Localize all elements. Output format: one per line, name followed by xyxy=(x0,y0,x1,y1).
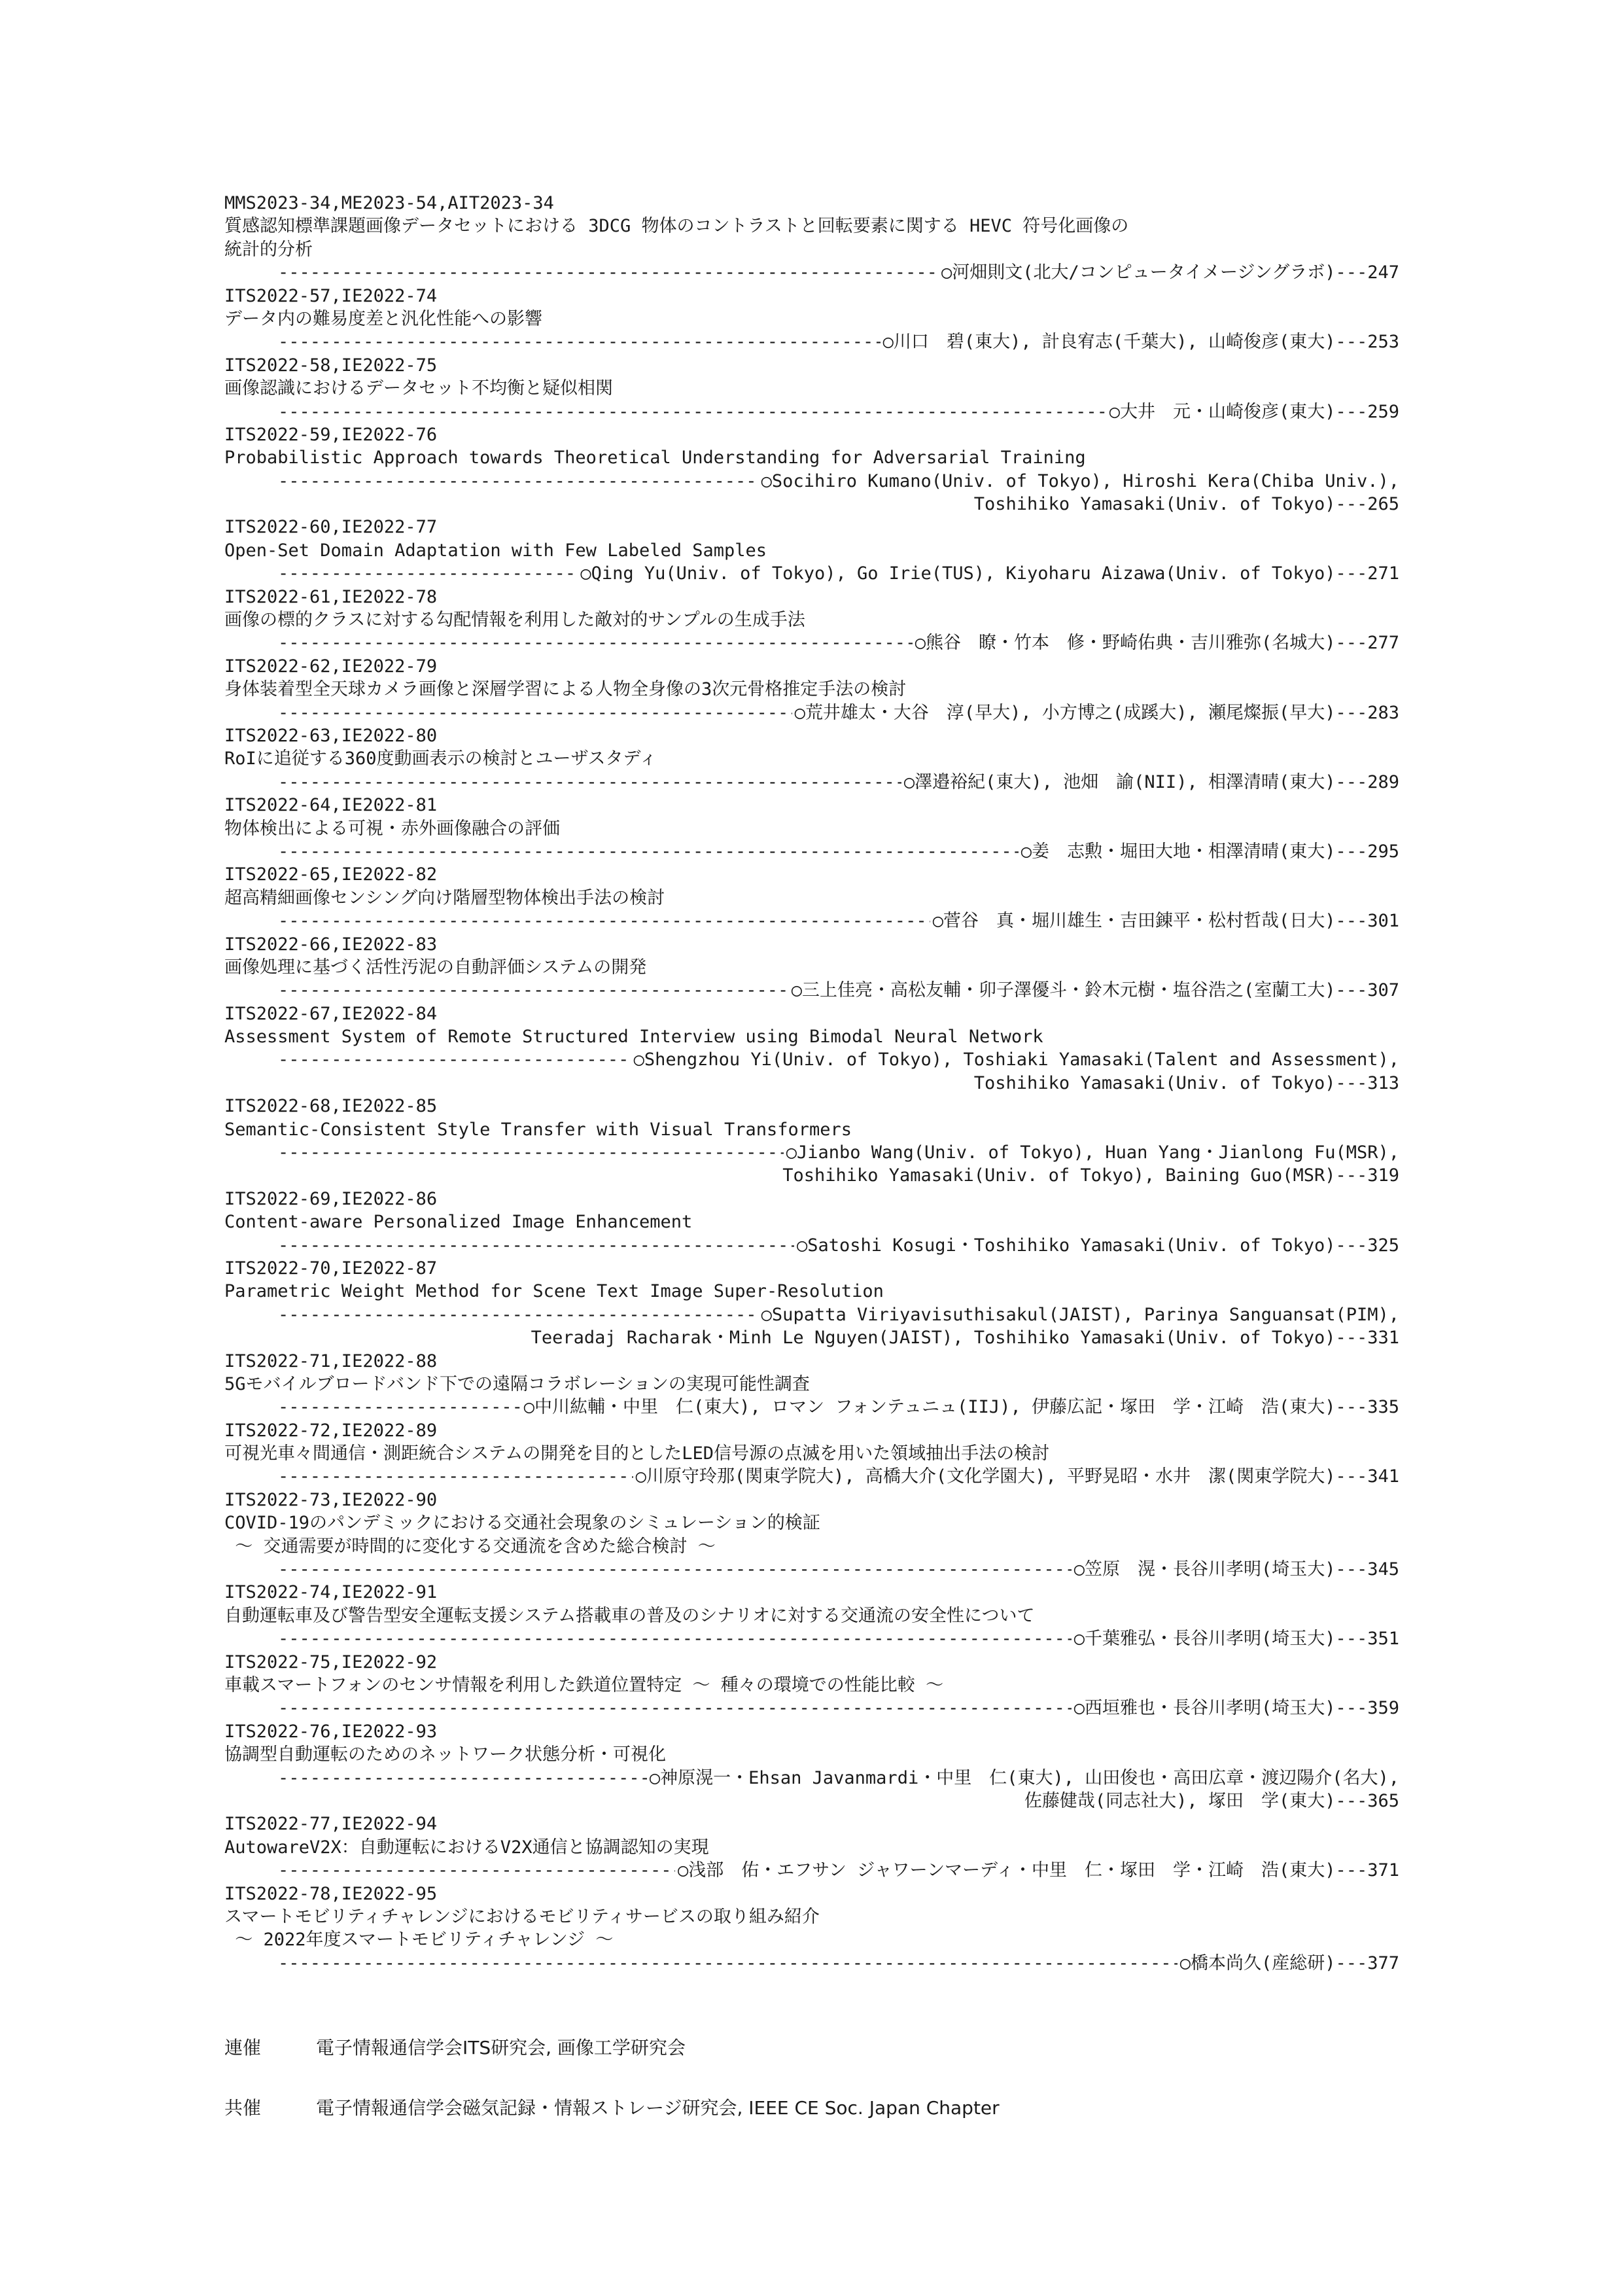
paper-title: Parametric Weight Method for Scene Text Image Super-Resolution xyxy=(224,1281,884,1302)
dash-leader xyxy=(278,1952,1178,1975)
paper-code: ITS2022-70,IE2022-87 xyxy=(224,1258,438,1279)
toc-entry xyxy=(224,1812,1399,1882)
toc-entry xyxy=(224,724,1399,794)
dash-leader xyxy=(278,1558,1072,1581)
authors-and-page: ○姜 志勲・堀田大地・相澤清晴(東大)---295 xyxy=(1021,841,1399,862)
paper-code: ITS2022-62,IE2022-79 xyxy=(224,656,438,677)
authors-and-page: ○中川紘輔・中里 仁(東大), ロマン フォンテュニュ(IIJ), 伊藤広記・塚田 学・江崎 浩(東大)---335 xyxy=(523,1397,1399,1418)
paper-title: AutowareV2X：自動運転におけるV2X通信と協調認知の実現 xyxy=(224,1837,709,1858)
dash-leader xyxy=(278,979,789,1002)
authors-and-page: ○河畑則文(北大/コンピュータイメージングラボ)---247 xyxy=(941,262,1399,283)
dash-leader xyxy=(278,631,913,654)
toc-entry xyxy=(224,1581,1399,1650)
authors-and-page: ○澤邉裕紀(東大), 池畑 諭(NII), 相澤清晴(東大)---289 xyxy=(903,771,1399,792)
paper-title: 車載スマートフォンのセンサ情報を利用した鉄道位置特定 ～ 種々の環境での性能比較 ～ xyxy=(224,1675,944,1695)
paper-title: データ内の難易度差と汎化性能への影響 xyxy=(224,308,542,329)
author-line xyxy=(224,1952,1399,1975)
toc-entry xyxy=(224,1882,1399,1975)
authors-and-page: ○大井 元・山崎俊彦(東大)---259 xyxy=(1109,401,1399,422)
toc-entry xyxy=(224,933,1399,1002)
co-sponsored-label: 共催 xyxy=(224,2097,262,2119)
toc-entry xyxy=(224,423,1399,516)
dash-leader xyxy=(278,1627,1072,1650)
authors-and-page: ○Qing Yu(Univ. of Tokyo), Go Irie(TUS), Kiyoharu Aizawa(Univ. of Tokyo)---271 xyxy=(580,563,1399,584)
paper-title: 画像処理に基づく活性汚泥の自動評価システムの開発 xyxy=(224,957,647,978)
author-line xyxy=(224,330,1399,353)
toc-entry xyxy=(224,1188,1399,1257)
paper-title: 質感認知標準課題画像データセットにおける 3DCG 物体のコントラストと回転要素に関する HEVC 符号化画像の xyxy=(224,216,1129,237)
paper-title: ～ 交通需要が時間的に変化する交通流を含めた総合検討 ～ xyxy=(224,1536,716,1557)
table-of-contents xyxy=(224,192,1399,1975)
toc-entry xyxy=(224,1651,1399,1720)
dash-leader xyxy=(278,330,881,353)
authors-and-page: ○西垣雅也・長谷川孝明(埼玉大)---359 xyxy=(1073,1698,1399,1719)
toc-entry xyxy=(224,1257,1399,1350)
authors-and-page: ○三上佳亮・高松友輔・卯子澤優斗・鈴木元樹・塩谷浩之(室蘭工大)---307 xyxy=(791,980,1399,1001)
paper-code: ITS2022-76,IE2022-93 xyxy=(224,1721,438,1742)
authors-and-page: ○菅谷 真・堀川雄生・吉田錬平・松村哲哉(日大)---301 xyxy=(932,911,1399,932)
dash-leader xyxy=(278,771,901,794)
author-line xyxy=(224,562,1399,585)
authors-and-page: ○笠原 滉・長谷川孝明(埼玉大)---345 xyxy=(1073,1559,1399,1580)
paper-code: ITS2022-75,IE2022-92 xyxy=(224,1651,438,1672)
authors-continuation: Teeradaj Racharak・Minh Le Nguyen(JAIST), Toshihiko Yamasaki(Univ. of Tokyo)---331 xyxy=(531,1328,1399,1349)
author-line xyxy=(224,1697,1399,1720)
co-sponsored-text: 電子情報通信学会磁気記録・情報ストレージ研究会, IEEE CE Soc. Japan Chapter xyxy=(316,2097,1000,2119)
paper-code: MMS2023-34,ME2023-54,AIT2023-34 xyxy=(224,193,554,213)
authors-and-page: ○浅部 佑・エフサン ジャワーンマーディ・中里 仁・塚田 学・江崎 浩(東大)---371 xyxy=(678,1860,1399,1881)
toc-entry xyxy=(224,1095,1399,1188)
dash-leader xyxy=(278,701,792,724)
paper-title: 超高精細画像センシング向け階層型物体検出手法の検討 xyxy=(224,887,665,908)
author-line xyxy=(224,979,1399,1002)
paper-code: ITS2022-66,IE2022-83 xyxy=(224,934,438,955)
toc-entry xyxy=(224,354,1399,423)
co-hosted-row xyxy=(224,2035,1399,2061)
paper-code: ITS2022-59,IE2022-76 xyxy=(224,424,438,445)
paper-code: ITS2022-57,IE2022-74 xyxy=(224,285,438,306)
toc-entry xyxy=(224,655,1399,724)
toc-entry xyxy=(224,794,1399,863)
paper-code: ITS2022-72,IE2022-89 xyxy=(224,1420,438,1441)
author-line xyxy=(224,1303,1399,1326)
toc-entry xyxy=(224,863,1399,932)
dash-leader xyxy=(278,470,759,493)
authors-continuation: 佐藤健哉(同志社大), 塚田 学(東大)---365 xyxy=(1024,1790,1399,1811)
paper-code: ITS2022-68,IE2022-85 xyxy=(224,1096,438,1117)
dash-leader xyxy=(278,562,578,585)
dash-leader xyxy=(278,1697,1072,1720)
authors-and-page: ○Satoshi Kosugi・Toshihiko Yamasaki(Univ. of Tokyo)---325 xyxy=(796,1235,1399,1256)
toc-entry xyxy=(224,1720,1399,1813)
paper-title: Semantic-Consistent Style Transfer with Visual Transformers xyxy=(224,1119,852,1140)
paper-title: 物体検出による可視・赤外画像融合の評価 xyxy=(224,818,560,839)
dash-leader xyxy=(278,1234,794,1257)
authors-and-page: ○千葉雅弘・長谷川孝明(埼玉大)---351 xyxy=(1073,1629,1399,1650)
paper-code: ITS2022-64,IE2022-81 xyxy=(224,795,438,816)
co-hosted-text: 電子情報通信学会ITS研究会, 画像工学研究会 xyxy=(316,2037,686,2058)
toc-entry xyxy=(224,285,1399,354)
authors-and-page: ○熊谷 瞭・竹本 修・野崎佑典・吉川雅弥(名城大)---277 xyxy=(915,633,1399,654)
dash-leader xyxy=(278,1767,647,1790)
dash-leader xyxy=(278,1396,521,1419)
paper-title: スマートモビリティチャレンジにおけるモビリティサービスの取り組み紹介 xyxy=(224,1906,820,1927)
authors-continuation: Toshihiko Yamasaki(Univ. of Tokyo)---265 xyxy=(973,494,1399,515)
paper-title: 身体装着型全天球カメラ画像と深層学習による人物全身像の3次元骨格推定手法の検討 xyxy=(224,679,907,700)
author-line xyxy=(224,1234,1399,1257)
authors-and-page: ○神原滉一・Ehsan Javanmardi・中里 仁(東大), 山田俊也・高田広章・渡辺陽介(名大), xyxy=(649,1767,1399,1788)
toc-entry xyxy=(224,1489,1399,1581)
paper-title: Assessment System of Remote Structured Interview using Bimodal Neural Network xyxy=(224,1027,1043,1048)
paper-code: ITS2022-61,IE2022-78 xyxy=(224,586,438,607)
toc-entry xyxy=(224,586,1399,655)
authors-and-page: ○Jianbo Wang(Univ. of Tokyo), Huan Yang・Jianlong Fu(MSR), xyxy=(786,1142,1399,1163)
dash-leader xyxy=(278,1048,631,1071)
paper-code: ITS2022-65,IE2022-82 xyxy=(224,864,438,885)
paper-code: ITS2022-58,IE2022-75 xyxy=(224,355,438,376)
author-line xyxy=(224,1558,1399,1581)
dash-leader xyxy=(278,400,1107,423)
paper-code: ITS2022-74,IE2022-91 xyxy=(224,1582,438,1603)
author-line xyxy=(224,1465,1399,1488)
dash-leader xyxy=(278,261,939,284)
dash-leader xyxy=(278,1141,784,1164)
toc-entry xyxy=(224,1350,1399,1419)
authors-and-page: ○荒井雄太・大谷 淳(早大), 小方博之(成蹊大), 瀬尾燦振(早大)---283 xyxy=(794,702,1399,723)
authors-and-page: ○川口 碧(東大), 計良宥志(千葉大), 山崎俊彦(東大)---253 xyxy=(882,332,1399,353)
paper-title: COVID-19のパンデミックにおける交通社会現象のシミュレーション的検証 xyxy=(224,1513,820,1534)
paper-title: Open-Set Domain Adaptation with Few Labeled Samples xyxy=(224,540,767,561)
paper-code: ITS2022-71,IE2022-88 xyxy=(224,1351,438,1371)
paper-title: 5Gモバイルブロードバンド下での遠隔コラボレーションの実現可能性調査 xyxy=(224,1373,810,1394)
toc-entry xyxy=(224,516,1399,585)
paper-title: RoIに追従する360度動画表示の検討とユーザスタディ xyxy=(224,749,657,769)
paper-code: ITS2022-77,IE2022-94 xyxy=(224,1814,438,1835)
dash-leader xyxy=(278,910,930,932)
co-sponsored-row xyxy=(224,2095,1399,2121)
author-line xyxy=(224,771,1399,794)
paper-title: Probabilistic Approach towards Theoretical Understanding for Adversarial Training xyxy=(224,448,1086,468)
paper-code: ITS2022-73,IE2022-90 xyxy=(224,1489,438,1510)
paper-title: 画像認識におけるデータセット不均衡と疑似相関 xyxy=(224,378,613,399)
dash-leader xyxy=(278,1303,759,1326)
toc-entry xyxy=(224,1419,1399,1489)
paper-title: 画像の標的クラスに対する勾配情報を利用した敵対的サンプルの生成手法 xyxy=(224,610,805,631)
paper-code: ITS2022-60,IE2022-77 xyxy=(224,517,438,538)
author-line xyxy=(224,470,1399,493)
author-line xyxy=(224,1859,1399,1882)
author-line xyxy=(224,400,1399,423)
author-line xyxy=(224,701,1399,724)
author-line xyxy=(224,910,1399,932)
authors-and-page: ○橋本尚久(産総研)---377 xyxy=(1179,1952,1399,1973)
authors-and-page: ○Socihiro Kumano(Univ. of Tokyo), Hiroshi Kera(Chiba Univ.), xyxy=(761,470,1399,491)
paper-title: 協調型自動運転のためのネットワーク状態分析・可視化 xyxy=(224,1744,666,1765)
paper-title: 自動運転車及び警告型安全運転支援システム搭載車の普及のシナリオに対する交通流の安全性について xyxy=(224,1605,1035,1626)
toc-entry xyxy=(224,192,1399,285)
authors-and-page: ○Supatta Viriyavisuthisakul(JAIST), Parinya Sanguansat(PIM), xyxy=(761,1304,1399,1325)
dash-leader xyxy=(278,1859,675,1882)
author-line xyxy=(224,1048,1399,1071)
authors-continuation: Toshihiko Yamasaki(Univ. of Tokyo)---313 xyxy=(973,1072,1399,1093)
co-hosted-label: 連催 xyxy=(224,2037,262,2058)
author-line xyxy=(224,261,1399,284)
dash-leader xyxy=(278,840,1019,863)
paper-title: ～ 2022年度スマートモビリティチャレンジ ～ xyxy=(224,1930,614,1951)
author-line xyxy=(224,1767,1399,1790)
authors-continuation: Toshihiko Yamasaki(Univ. of Tokyo), Baining Guo(MSR)---319 xyxy=(782,1165,1399,1186)
paper-title: 可視光車々間通信・測距統合システムの開発を目的としたLED信号源の点滅を用いた領域抽出手法の検討 xyxy=(224,1443,1050,1464)
paper-code: ITS2022-67,IE2022-84 xyxy=(224,1003,438,1024)
author-line xyxy=(224,840,1399,863)
paper-code: ITS2022-63,IE2022-80 xyxy=(224,725,438,746)
paper-title: 統計的分析 xyxy=(224,239,313,260)
author-line xyxy=(224,1627,1399,1650)
paper-code: ITS2022-69,IE2022-86 xyxy=(224,1188,438,1209)
footer xyxy=(224,2035,1399,2155)
authors-and-page: ○Shengzhou Yi(Univ. of Tokyo), Toshiaki Yamasaki(Talent and Assessment), xyxy=(633,1050,1399,1070)
toc-entry xyxy=(224,1002,1399,1095)
author-line xyxy=(224,1141,1399,1164)
dash-leader xyxy=(278,1465,633,1488)
paper-code: ITS2022-78,IE2022-95 xyxy=(224,1883,438,1904)
author-line xyxy=(224,631,1399,654)
author-line xyxy=(224,1396,1399,1419)
paper-title: Content-aware Personalized Image Enhancement xyxy=(224,1212,693,1233)
authors-and-page: ○川原守玲那(関東学院大), 高橋大介(文化学園大), 平野晃昭・水井 潔(関東学院大)---341 xyxy=(635,1466,1399,1487)
